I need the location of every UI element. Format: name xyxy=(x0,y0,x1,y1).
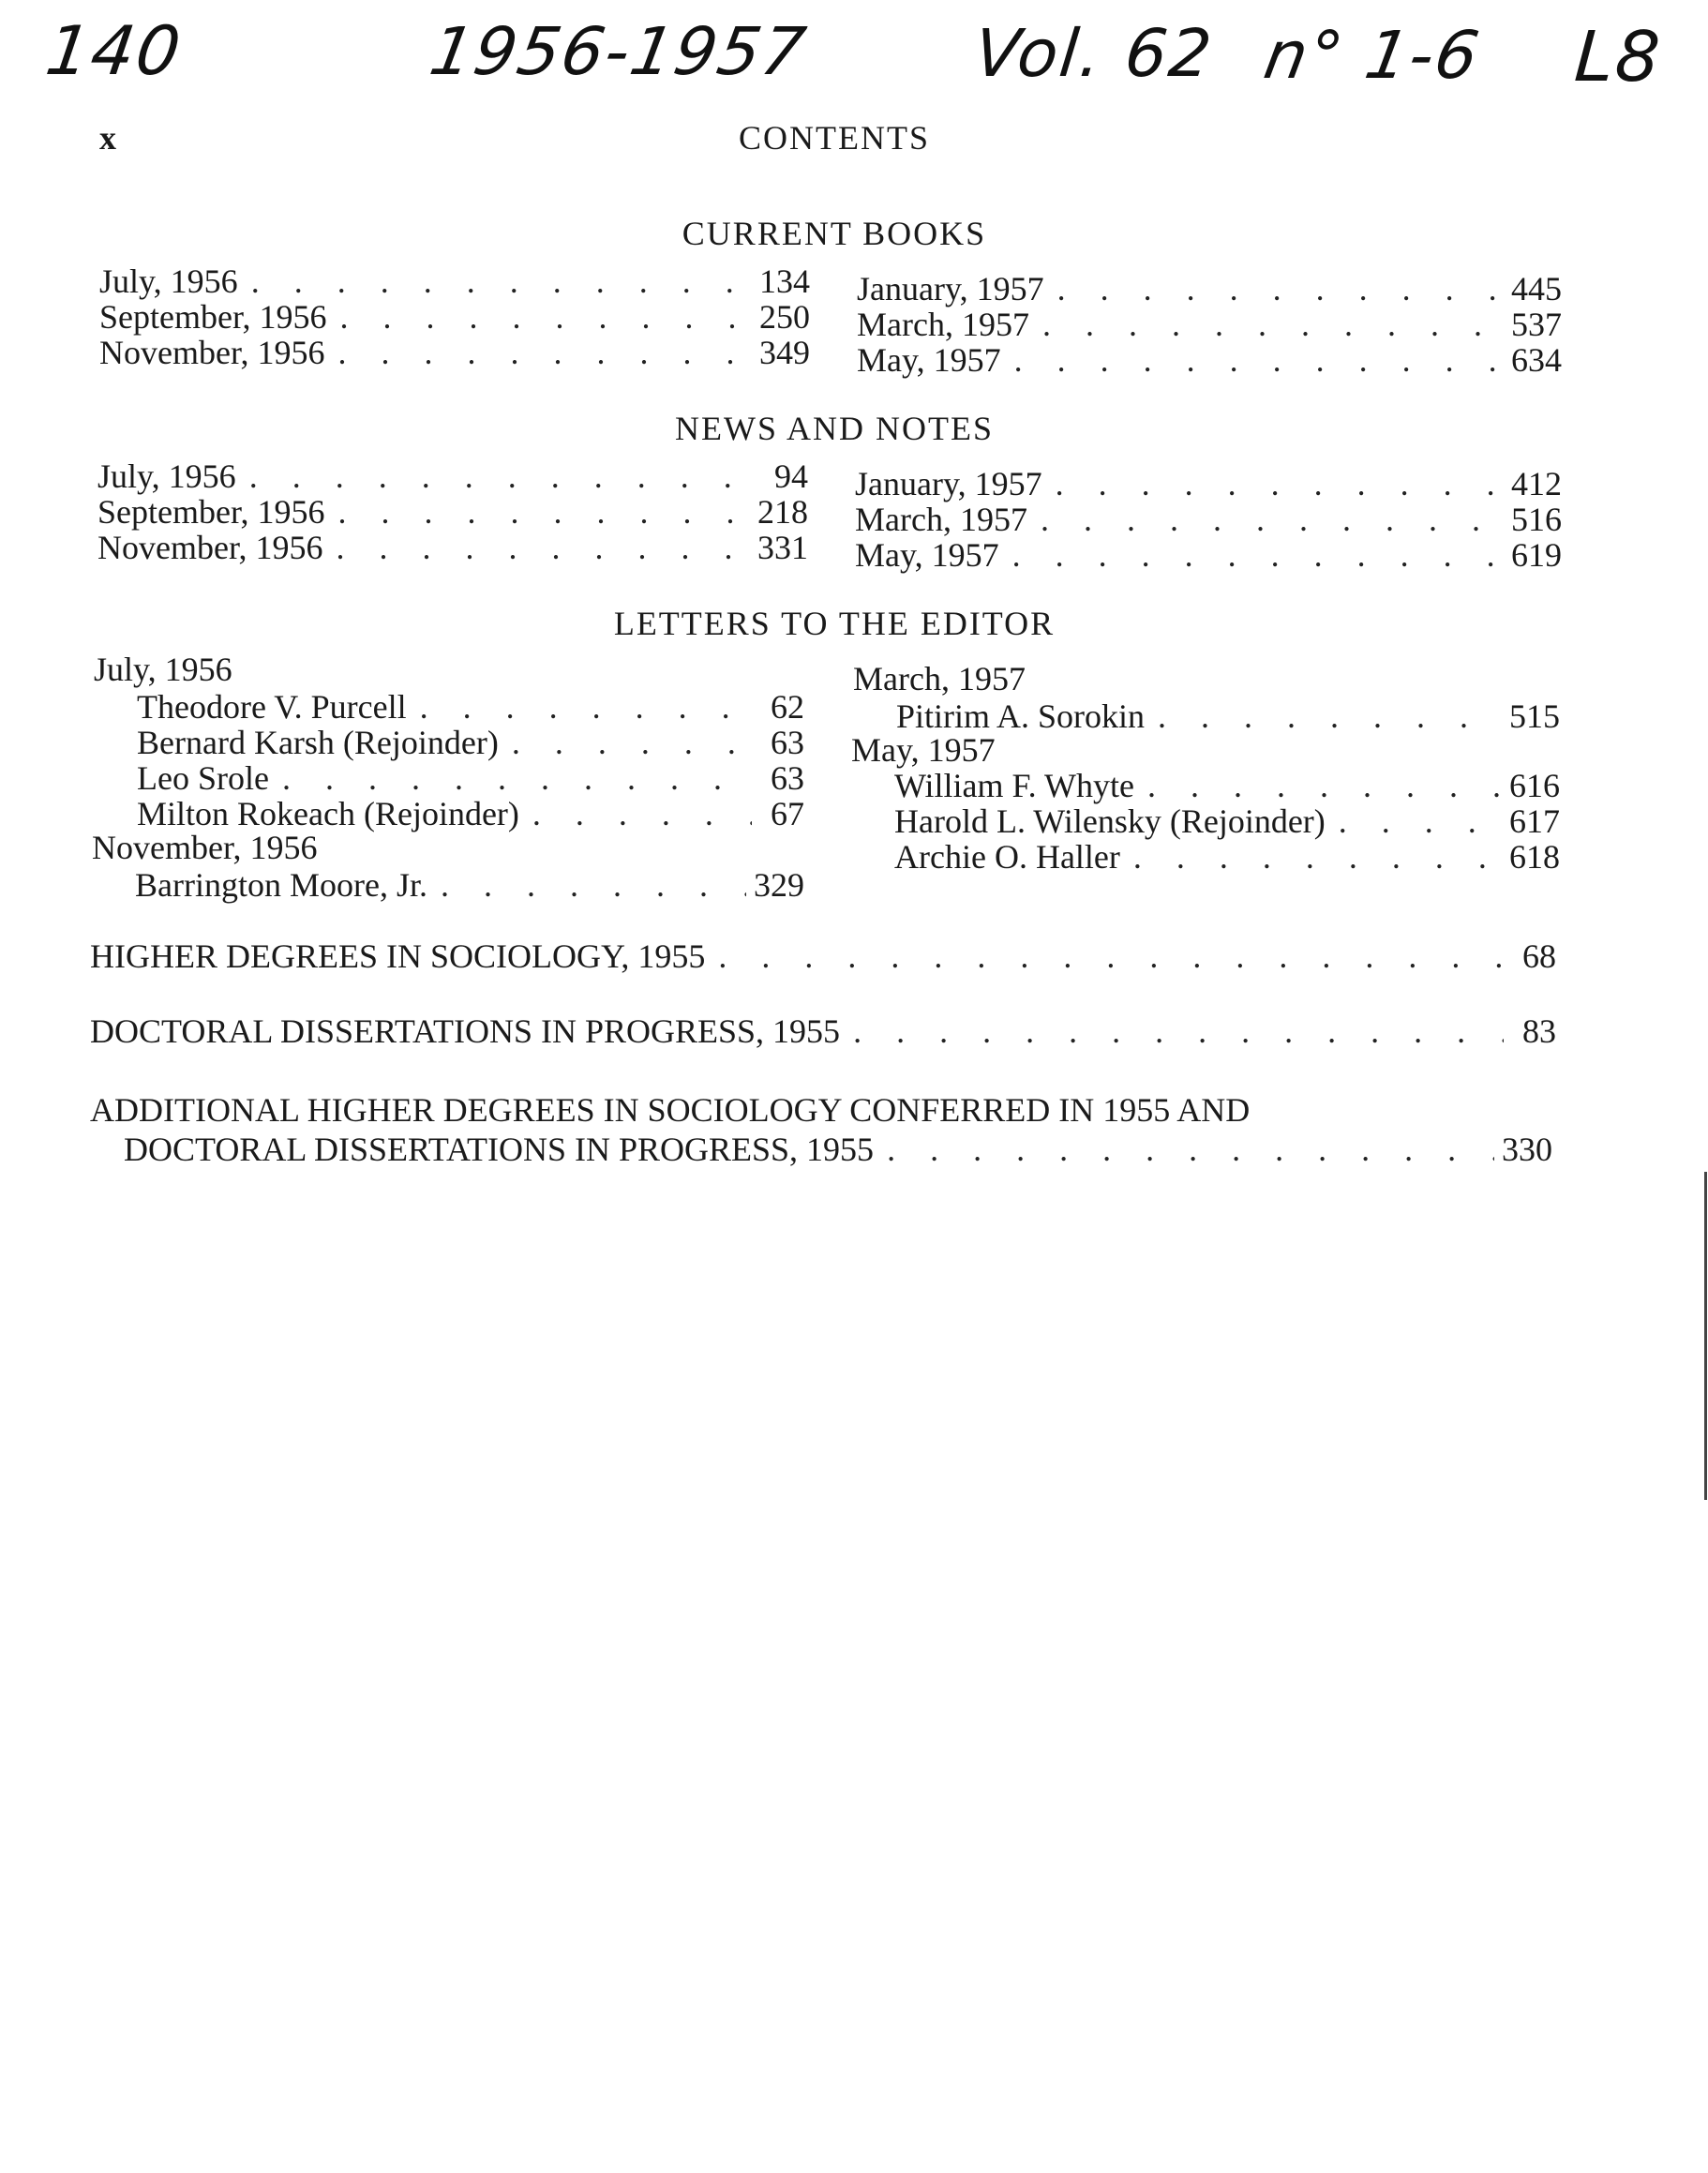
entry-page: 63 xyxy=(771,759,804,797)
entry-label: November, 1956 xyxy=(97,529,323,566)
toc-entry xyxy=(97,493,808,531)
letters-group-heading: May, 1957 xyxy=(851,731,996,769)
entry-label: March, 1957 xyxy=(855,501,1027,538)
entry-page: 515 xyxy=(1509,697,1560,735)
dot-leader xyxy=(338,493,750,531)
dot-leader xyxy=(1057,270,1504,307)
dot-leader xyxy=(887,1131,1494,1168)
dot-leader xyxy=(441,866,746,904)
entry-page: 250 xyxy=(759,298,810,336)
entry-label: William F. Whyte xyxy=(894,767,1134,804)
toc-entry xyxy=(135,866,804,904)
toc-entry xyxy=(894,802,1560,840)
toc-entry xyxy=(896,697,1560,735)
entry-label: November, 1956 xyxy=(99,334,325,371)
annotation-years: 1956-1957 xyxy=(424,13,813,90)
dot-leader xyxy=(1014,341,1504,379)
entry-page: 63 xyxy=(771,724,804,761)
entry-label: May, 1957 xyxy=(855,536,999,574)
entry-page: 134 xyxy=(759,262,810,300)
entry-page: 619 xyxy=(1511,536,1562,574)
entry-page: 62 xyxy=(771,688,804,726)
toc-entry xyxy=(857,341,1562,379)
toc-entry xyxy=(855,501,1562,538)
dot-leader xyxy=(1133,838,1502,876)
annotation-number: 140 xyxy=(41,11,187,90)
dot-leader xyxy=(512,724,752,761)
section-title-current-books: CURRENT BOOKS xyxy=(682,215,987,252)
toc-entry xyxy=(894,767,1560,804)
entry-page: 218 xyxy=(757,493,808,531)
entry-label: Barrington Moore, Jr. xyxy=(135,866,427,904)
toc-entry-full xyxy=(90,1012,1556,1050)
toc-entry xyxy=(855,536,1562,574)
additional-entry-line1: ADDITIONAL HIGHER DEGREES IN SOCIOLOGY CONFERRED IN 1955 AND xyxy=(90,1091,1251,1129)
dot-leader xyxy=(1042,306,1504,343)
toc-entry xyxy=(857,270,1562,307)
dot-leader xyxy=(338,334,752,371)
toc-entry xyxy=(894,838,1560,876)
toc-entry xyxy=(99,298,810,336)
entry-label: DOCTORAL DISSERTATIONS IN PROGRESS, 1955 xyxy=(124,1131,875,1168)
entry-page: 83 xyxy=(1522,1012,1556,1050)
entry-page: 445 xyxy=(1511,270,1562,307)
entry-label: Milton Rokeach (Rejoinder) xyxy=(137,795,519,832)
entry-label: Leo Srole xyxy=(137,759,269,797)
toc-entry xyxy=(855,465,1562,502)
dot-leader xyxy=(340,298,752,336)
scan-edge-mark xyxy=(1704,1172,1707,1500)
dot-leader xyxy=(251,262,752,300)
letters-group-heading: July, 1956 xyxy=(94,651,232,688)
letters-group-heading: March, 1957 xyxy=(853,660,1026,697)
toc-entry-full xyxy=(90,937,1556,975)
entry-label: March, 1957 xyxy=(857,306,1029,343)
dot-leader xyxy=(853,1012,1504,1050)
dot-leader xyxy=(1041,501,1504,538)
entry-label: Archie O. Haller xyxy=(894,838,1120,876)
entry-page: 349 xyxy=(759,334,810,371)
entry-label: January, 1957 xyxy=(855,465,1042,502)
toc-entry xyxy=(137,688,804,726)
entry-page: 516 xyxy=(1511,501,1562,538)
entry-label: Harold L. Wilensky (Rejoinder) xyxy=(894,802,1326,840)
page-title: CONTENTS xyxy=(739,119,930,157)
dot-leader xyxy=(337,529,750,566)
section-title-letters: LETTERS TO THE EDITOR xyxy=(613,605,1056,642)
section-title-news-and-notes: NEWS AND NOTES xyxy=(675,410,994,447)
dot-leader xyxy=(249,457,756,495)
entry-label: May, 1957 xyxy=(857,341,1001,379)
toc-entry xyxy=(857,306,1562,343)
annotation-code: L8 xyxy=(1571,17,1665,97)
dot-leader xyxy=(282,759,752,797)
entry-page: 68 xyxy=(1522,937,1556,975)
entry-label: DOCTORAL DISSERTATIONS IN PROGRESS, 1955 xyxy=(90,1012,841,1050)
dot-leader xyxy=(1056,465,1504,502)
entry-page: 67 xyxy=(771,795,804,832)
toc-entry xyxy=(99,334,810,371)
annotation-issues: n° 1-6 xyxy=(1258,17,1487,94)
dot-leader xyxy=(718,937,1504,975)
entry-page: 331 xyxy=(757,529,808,566)
dot-leader xyxy=(420,688,752,726)
entry-page: 618 xyxy=(1509,838,1560,876)
page-number: x xyxy=(99,119,117,157)
toc-entry xyxy=(99,262,810,300)
entry-page: 412 xyxy=(1511,465,1562,502)
entry-page: 616 xyxy=(1509,767,1560,804)
entry-page: 634 xyxy=(1511,341,1562,379)
annotation-volume: Vol. 62 xyxy=(970,15,1217,92)
entry-label: September, 1956 xyxy=(97,493,325,531)
dot-leader xyxy=(1147,767,1502,804)
entry-label: Pitirim A. Sorokin xyxy=(896,697,1146,735)
entry-page: 94 xyxy=(774,457,808,495)
dot-leader xyxy=(1012,536,1504,574)
letters-group-heading: November, 1956 xyxy=(92,829,318,866)
entry-page: 329 xyxy=(754,866,804,904)
entry-label: HIGHER DEGREES IN SOCIOLOGY, 1955 xyxy=(90,937,706,975)
toc-entry-full xyxy=(124,1131,1552,1168)
toc-entry xyxy=(97,457,808,495)
entry-page: 537 xyxy=(1511,306,1562,343)
entry-label: Theodore V. Purcell xyxy=(137,688,407,726)
entry-label: Bernard Karsh (Rejoinder) xyxy=(137,724,499,761)
toc-entry xyxy=(137,795,804,832)
entry-label: July, 1956 xyxy=(97,457,236,495)
dot-leader xyxy=(1158,697,1502,735)
toc-entry xyxy=(137,759,804,797)
entry-label: July, 1956 xyxy=(99,262,238,300)
handwritten-annotation xyxy=(0,0,1708,103)
entry-page: 617 xyxy=(1509,802,1560,840)
entry-label: September, 1956 xyxy=(99,298,327,336)
toc-entry xyxy=(97,529,808,566)
entry-label: January, 1957 xyxy=(857,270,1044,307)
entry-page: 330 xyxy=(1502,1131,1552,1168)
dot-leader xyxy=(532,795,752,832)
toc-entry xyxy=(137,724,804,761)
dot-leader xyxy=(1339,802,1502,840)
